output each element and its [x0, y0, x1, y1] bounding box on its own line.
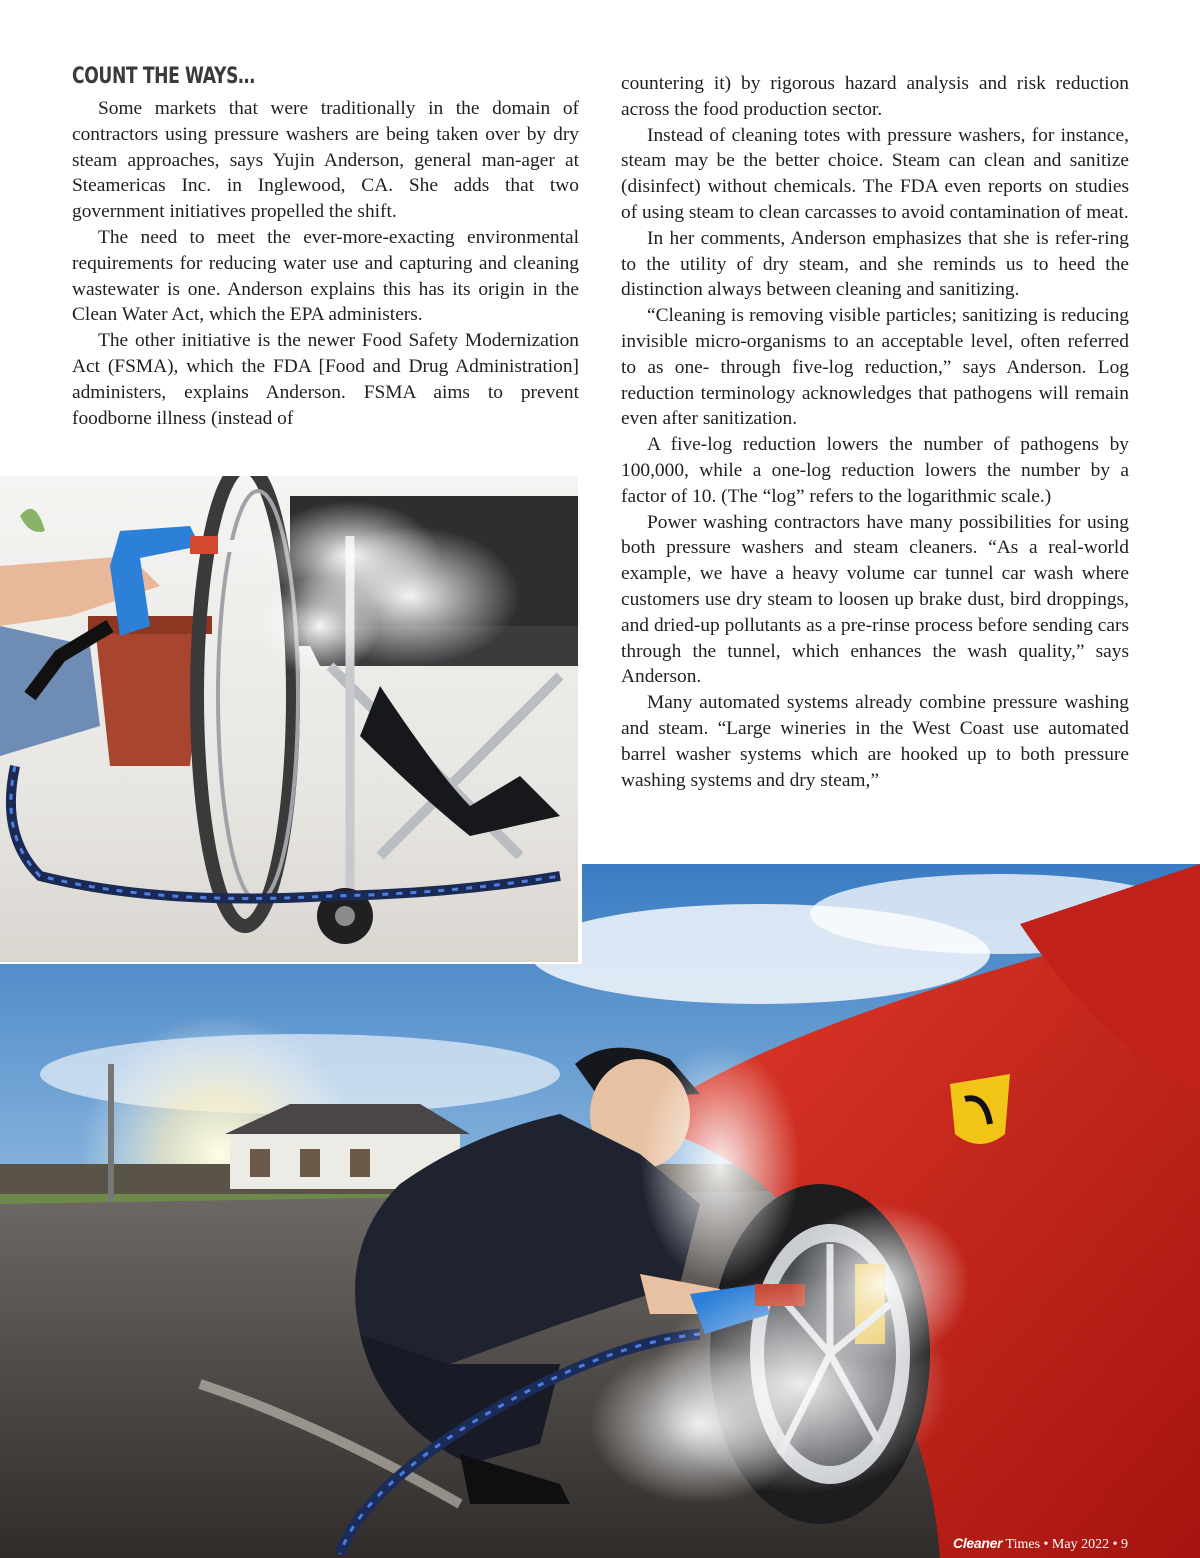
paragraph: The other initiative is the newer Food Safety Modernization Act (FSMA), which the FDA [Food and Drug Administration] administers, explains Anderson. FSMA aims to prevent foodborne illness (instead of: [72, 330, 579, 429]
wheelchair-steam-photo: [0, 476, 578, 962]
paragraph: Instead of cleaning totes with pressure washers, for instance, steam may be the better choice. Steam can clean and sanitize (disinfect) without chemicals. The FDA even reports on studies of using steam to clean carcasses to avoid contamination of meat.: [621, 124, 1129, 223]
paragraph: “Cleaning is removing visible particles; sanitizing is reducing invisible micro-organisms to an acceptable level, often referred to as one- through five-log reduction,” says Anderson. Log reduction terminology acknowledges that pathogens will remain even after sanitization.: [621, 305, 1129, 430]
right-column: [621, 71, 1129, 793]
paragraph: Many automated systems already combine pressure washing and steam. “Large wineries in the West Coast use automated barrel washer systems which are hooked up to both pressure washing systems and dry steam,”: [621, 692, 1129, 791]
left-column: [72, 96, 579, 431]
paragraph: Some markets that were traditionally in the domain of contractors using pressure washers are being taken over by dry steam approaches, says Yujin Anderson, general man-ager at Steamericas Inc. in Inglewood, CA. She adds that two government initiatives propelled the shift.: [72, 98, 579, 223]
footer-brand: Cleaner: [953, 1535, 1003, 1551]
car-wheel-steam-photo: [0, 864, 1200, 1558]
paragraph: The need to meet the ever-more-exacting environmental requirements for reducing water use and capturing and cleaning wastewater is one. Anderson explains this has its origin in the Clean Water Act, which the EPA administers.: [72, 226, 579, 326]
footer-issue: Times • May 2022 • 9: [1002, 1537, 1128, 1552]
paragraph: countering it) by rigorous hazard analysis and risk reduction across the food production sector.: [621, 73, 1129, 120]
paragraph: A five-log reduction lowers the number of pathogens by 100,000, while a one-log reduction lowers the number by a factor of 10. (The “log” refers to the logarithmic scale.): [621, 434, 1129, 507]
page-footer: [953, 1535, 1128, 1553]
paragraph: In her comments, Anderson emphasizes that she is refer-ring to the utility of dry steam, and she reminds us to heed the distinction always between cleaning and sanitizing.: [621, 227, 1129, 301]
paragraph: Power washing contractors have many possibilities for using both pressure washers and steam cleaners. “As a real-world example, we have a heavy volume car tunnel car wash where customers use dry steam to loosen up brake dust, bird droppings, and dried-up pollutants as a pre-rinse process before sending cars through the tunnel, which enhances the wash quality,” says Anderson.: [621, 511, 1129, 688]
section-heading: COUNT THE WAYS…: [72, 64, 255, 89]
